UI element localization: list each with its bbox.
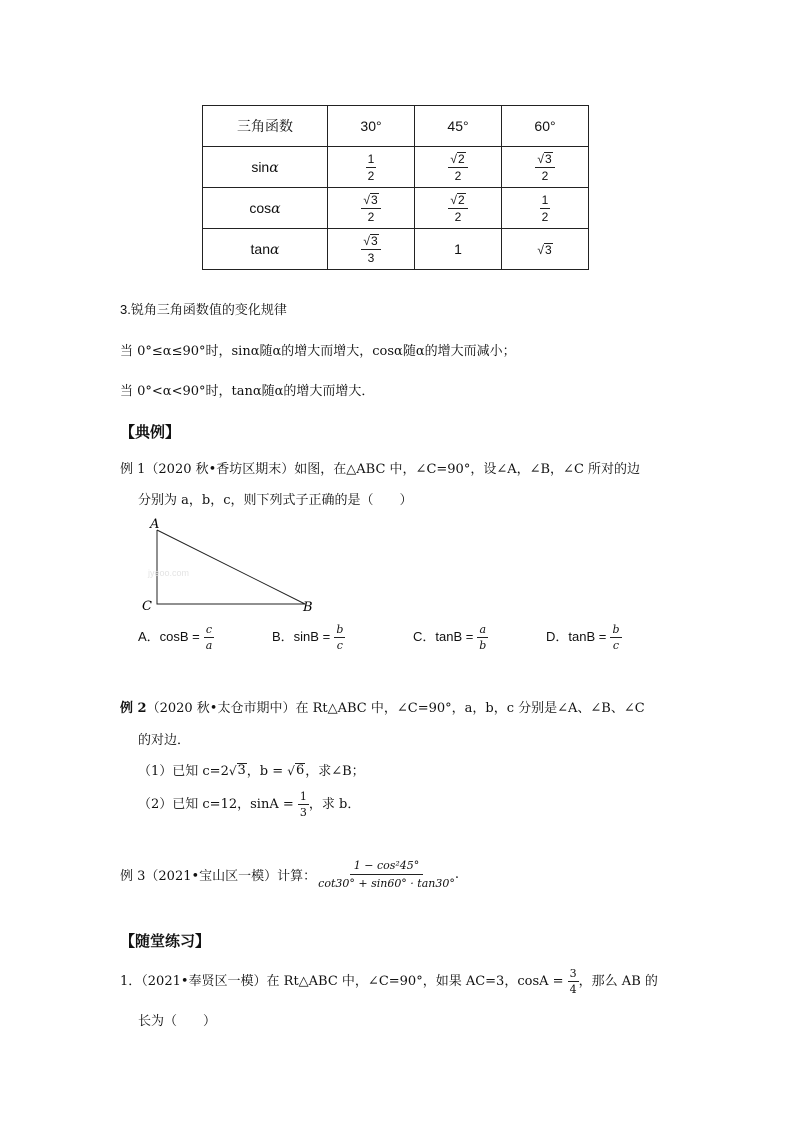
triangle-figure <box>130 510 330 620</box>
trig-values-table <box>202 105 589 270</box>
value-cell: √ 2 2 <box>415 188 502 229</box>
vertex-a-label: A <box>150 517 160 532</box>
option-d[interactable]: D．tanB = $\frac{b}{c}$ <box>546 623 620 652</box>
header-cell: 60° <box>502 106 589 147</box>
table-row <box>203 188 589 229</box>
example-1-line-1: 例 1（2020 秋•香坊区期末）如图，在△ABC 中，∠C=90°，设∠A，∠B，∠C 所对的边 <box>120 462 641 477</box>
value-cell: √ 3 <box>502 229 589 270</box>
option-a[interactable]: A．cosB = $\frac{c}{a}$ <box>138 623 213 652</box>
table-header-row <box>203 106 589 147</box>
section-3-title: 3.锐角三角函数值的变化规律 <box>120 302 287 317</box>
table-row <box>203 229 589 270</box>
question-1-line-2: 长为（ ） <box>138 1014 217 1029</box>
watermark: jyeoo.com <box>148 568 190 578</box>
table-row <box>203 147 589 188</box>
section-3-rule-1: 当 0°≤α≤90°时，sinα随α的增大而增大，cosα随α的增大而减小； <box>120 344 516 359</box>
example-2-line-1: 例 2（2020 秋•太仓市期中）在 Rt△ABC 中，∠C=90°，a，b，c 分别是∠A、∠B、∠C <box>120 701 645 716</box>
header-cell: 45° <box>415 106 502 147</box>
section-3-rule-2: 当 0°<α<90°时，tanα随α的增大而增大． <box>120 384 375 399</box>
function-cell: sinα <box>203 147 328 188</box>
value-cell: 1 <box>415 229 502 270</box>
value-cell: √ 3 2 <box>502 147 589 188</box>
example-2-part-1: （1）已知 c=2 √ 3 ，b = √ 6 ，求∠B； <box>138 763 365 779</box>
example-2-line-2: 的对边． <box>138 733 191 748</box>
header-cell: 30° <box>328 106 415 147</box>
vertex-c-label: C <box>142 599 152 614</box>
practice-heading: 【随堂练习】 <box>120 932 211 950</box>
value-cell: $\frac{1}{2}$ <box>502 188 589 229</box>
option-b[interactable]: B．sinB = $\frac{b}{c}$ <box>272 623 344 652</box>
vertex-b-label: B <box>303 600 313 615</box>
value-cell: √ 2 2 <box>415 147 502 188</box>
value-cell: √ 3 3 <box>328 229 415 270</box>
value-cell: √ 3 2 <box>328 188 415 229</box>
example-2-part-2: （2）已知 c=12，sinA = $\frac{1}{3}$ ，求 b． <box>138 790 361 819</box>
example-1-line-2: 分别为 a，b，c，则下列式子正确的是（ ） <box>138 493 413 508</box>
header-cell: 三角函数 <box>203 106 328 147</box>
function-cell: tanα <box>203 229 328 270</box>
example-3: 例 3（2021•宝山区一模）计算： $\frac{\text{1 − cos²45°}}{\cot 30^\circ + \sin 60^\circ \cdot \tan 30^\circ}$ . <box>120 859 460 890</box>
examples-heading: 【典例】 <box>120 423 181 441</box>
question-1-line-1: 1．（2021•奉贤区一模）在 Rt△ABC 中，∠C=90°，如果 AC=3，cosA = $\frac{3}{4}$ ，那么 AB 的 <box>120 967 658 996</box>
value-cell: $\frac{1}{2}$ <box>328 147 415 188</box>
function-cell: cosα <box>203 188 328 229</box>
option-c[interactable]: C．tanB = $\frac{a}{b}$ <box>413 623 487 652</box>
